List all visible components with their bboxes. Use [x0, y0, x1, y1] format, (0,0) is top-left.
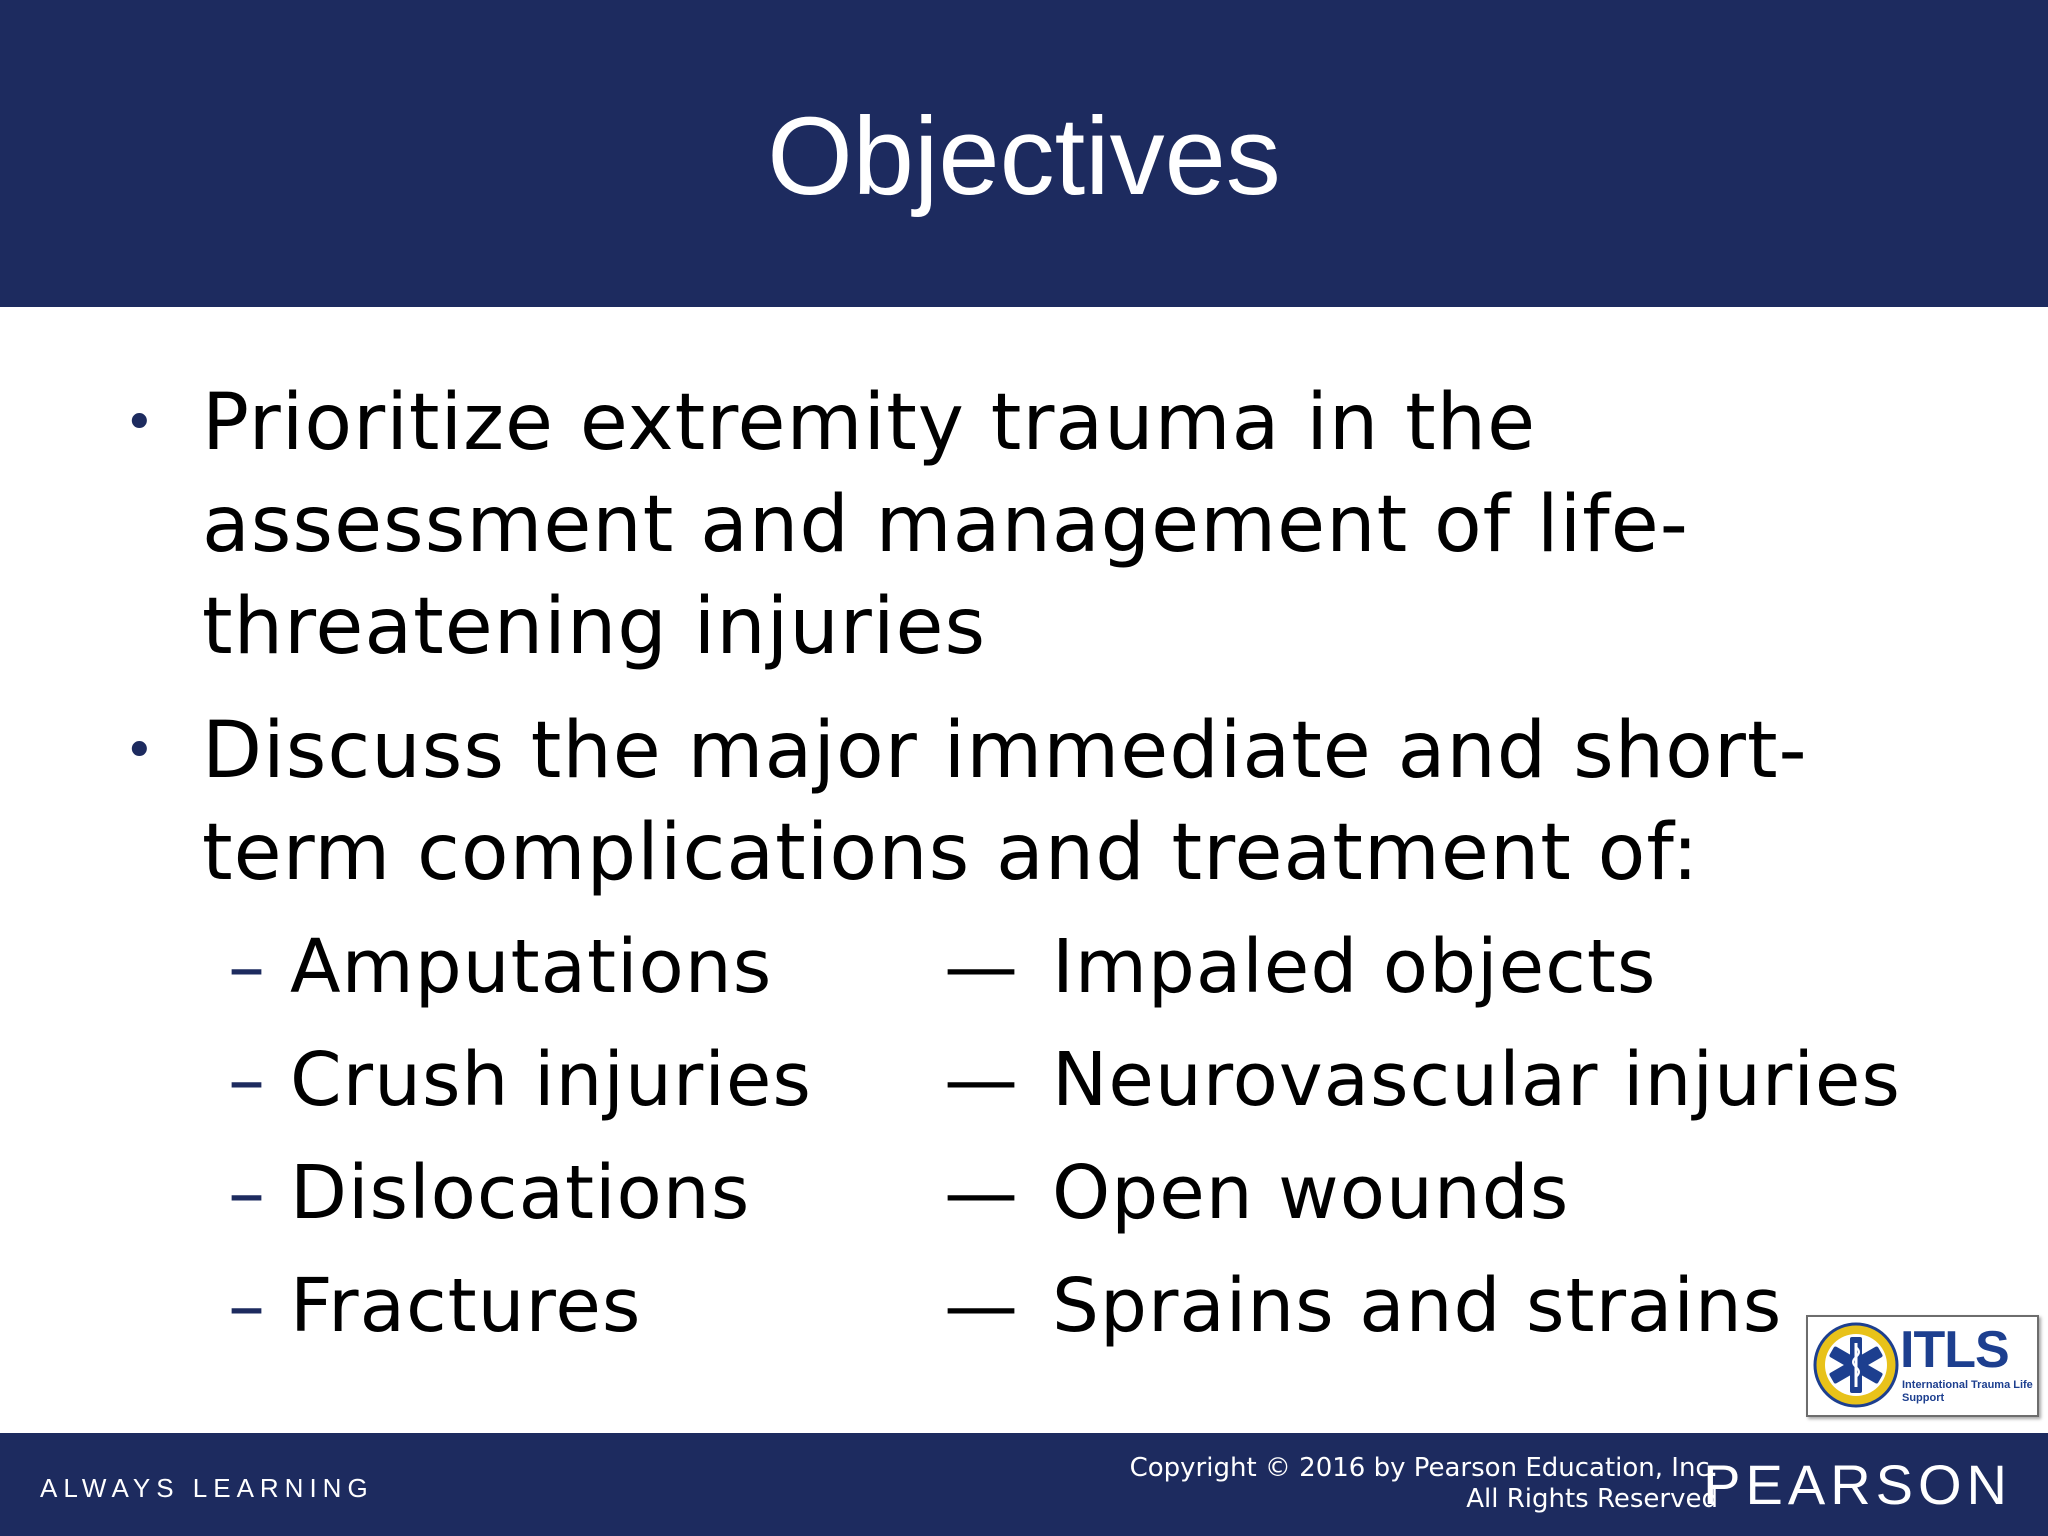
logo-brand-text: ITLS [1900, 1321, 2009, 1379]
bullet-marker: • [124, 393, 155, 453]
bullet-marker: • [124, 721, 155, 781]
sub-item-impaled-objects: Impaled objects [1052, 924, 1657, 1010]
footer-tagline: ALWAYS LEARNING [40, 1473, 374, 1503]
sub-item-open-wounds: Open wounds [1052, 1150, 1570, 1236]
bullet-line: Discuss the major immediate and short- [202, 706, 1808, 796]
bullet-line: threatening injuries [202, 582, 987, 672]
sub-dash: – [228, 1263, 265, 1349]
title-banner [0, 0, 2048, 307]
bullet-line: Prioritize extremity trauma in the [202, 378, 1537, 468]
sub-dash: — [944, 1263, 1018, 1349]
sub-dash: – [228, 1037, 265, 1123]
bullet-line: assessment and management of life- [202, 480, 1689, 570]
bullet-line: term complications and treatment of: [202, 808, 1700, 898]
slide-title: Objectives [767, 95, 1281, 218]
star-of-life-icon [1812, 1321, 1900, 1409]
copyright-notice [1130, 1453, 1718, 1515]
rights-line: All Rights Reserved [1466, 1484, 1718, 1514]
logo-subtitle: International Trauma Life Support [1902, 1379, 2033, 1404]
sub-item-neurovascular-injuries: Neurovascular injuries [1052, 1037, 1901, 1123]
sub-item-dislocations: Dislocations [290, 1150, 751, 1236]
bullet-text [202, 700, 2022, 904]
sub-item-fractures: Fractures [290, 1263, 642, 1349]
itls-logo [1806, 1315, 2039, 1417]
sub-dash: — [944, 1037, 1018, 1123]
sub-dash: — [944, 1150, 1018, 1236]
bullet-text [202, 372, 2022, 678]
sub-item-sprains-and-strains: Sprains and strains [1052, 1263, 1783, 1349]
copyright-line: Copyright © 2016 by Pearson Education, Inc. [1129, 1453, 1718, 1483]
sub-dash: — [944, 924, 1018, 1010]
sub-dash: – [228, 1150, 265, 1236]
sub-item-crush-injuries: Crush injuries [290, 1037, 812, 1123]
footer-bar [0, 1433, 2048, 1536]
sub-item-amputations: Amputations [290, 924, 773, 1010]
pearson-logo: PEARSON [1703, 1453, 2012, 1516]
sub-dash: – [228, 924, 265, 1010]
